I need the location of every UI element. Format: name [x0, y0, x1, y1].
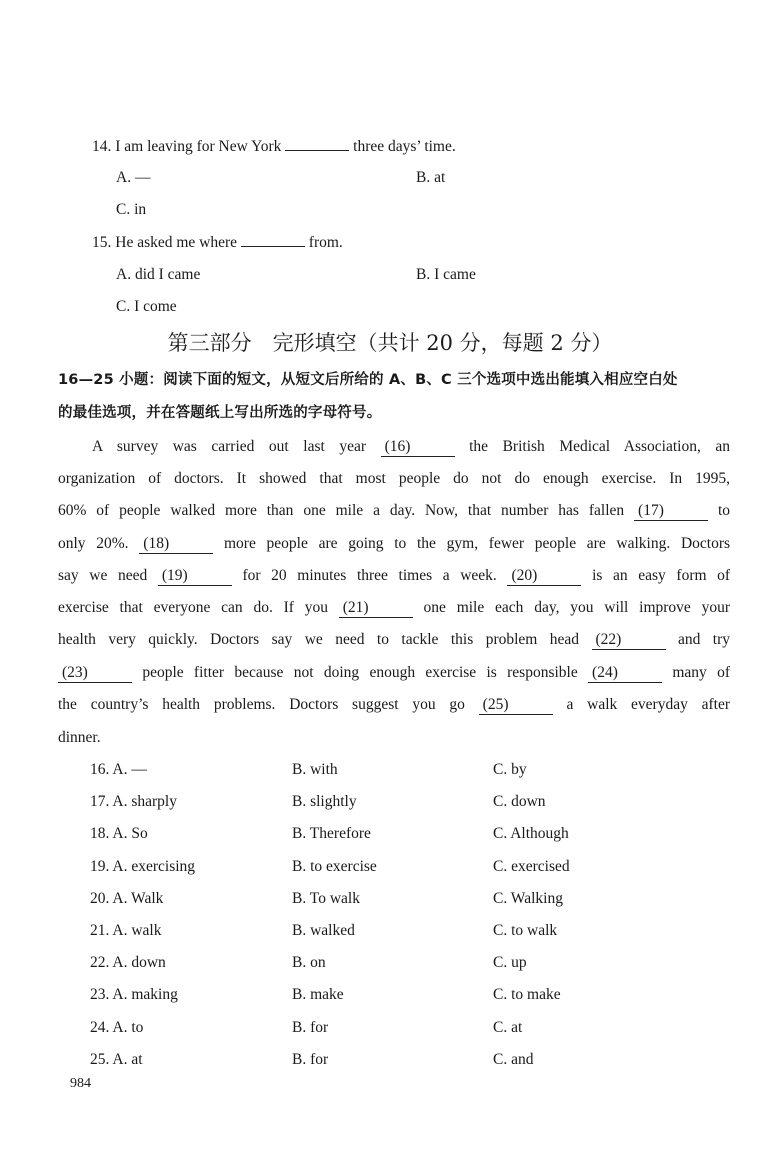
blank-18: (18)	[139, 535, 213, 554]
cloze-option-21-a: 21. A. walk	[90, 922, 162, 939]
cloze-option-18-c: C. Although	[493, 825, 569, 842]
cloze-option-19-c: C. exercised	[493, 858, 570, 875]
passage-line-1	[92, 437, 730, 457]
passage-text: the country’s health problems. Doctors suggest you go	[58, 696, 465, 713]
cloze-option-25-c: C. and	[493, 1051, 534, 1068]
passage-text: 60% of people walked more than one mile a day. Now, that number has fallen	[58, 502, 625, 519]
cloze-option-24-b: B. for	[292, 1019, 329, 1036]
blank-20: (20)	[507, 567, 581, 586]
cloze-option-21-c: C. to walk	[493, 922, 558, 939]
blank-22: (22)	[592, 631, 666, 650]
q14-stem-after: three days’ time.	[353, 138, 456, 155]
cloze-option-23-c: C. to make	[493, 986, 561, 1003]
cloze-option-17-b: B. slightly	[292, 793, 357, 810]
q14-option-c: C. in	[116, 201, 147, 218]
blank-17: (17)	[634, 502, 708, 521]
passage-text: is an easy form of	[592, 567, 731, 584]
cloze-option-18-b: B. Therefore	[292, 825, 371, 842]
cloze-option-16-b: B. with	[292, 761, 338, 778]
passage-text: only 20%.	[58, 535, 129, 552]
passage-line-3	[58, 501, 730, 521]
section-title: 第三部分 完形填空（共计 20 分，每题 2 分）	[167, 331, 613, 355]
cloze-option-25-b: B. for	[292, 1051, 329, 1068]
q15-option-c: C. I come	[116, 298, 177, 315]
cloze-option-16-c: C. by	[493, 761, 527, 778]
cloze-option-20-a: 20. A. Walk	[90, 890, 164, 907]
cloze-option-24-c: C. at	[493, 1019, 523, 1036]
passage-line-2: organization of doctors. It showed that most people do not do enough exercise. In 1995,	[58, 470, 730, 487]
q14-blank	[285, 136, 349, 151]
blank-24: (24)	[588, 664, 662, 683]
q15-blank	[241, 232, 305, 247]
passage-text: to	[717, 502, 731, 519]
cloze-option-24-a: 24. A. to	[90, 1019, 144, 1036]
passage-line-8	[58, 663, 730, 683]
passage-text: people fitter because not doing enough exercise is responsible	[142, 664, 578, 681]
cloze-option-21-b: B. walked	[292, 922, 355, 939]
cloze-option-20-c: C. Walking	[493, 890, 563, 907]
passage-text: many of	[672, 664, 730, 681]
cloze-option-19-b: B. to exercise	[292, 858, 377, 875]
q15-stem	[92, 232, 343, 253]
q15-option-b: B. I came	[416, 266, 476, 283]
passage-text: health very quickly. Doctors say we need to tackle this problem head	[58, 631, 580, 648]
passage-text: a walk everyday after	[566, 696, 731, 713]
page-number: 984	[70, 1076, 91, 1091]
passage-line-10: dinner.	[58, 729, 101, 746]
passage-text: the British Medical Association, an	[469, 438, 731, 455]
passage-text: say we need	[58, 567, 148, 584]
passage-text: A survey was carried out last year	[92, 438, 367, 455]
cloze-option-17-a: 17. A. sharply	[90, 793, 177, 810]
passage-text: one mile each day, you will improve your	[423, 599, 730, 616]
passage-text: and try	[677, 631, 731, 648]
cloze-option-16-a: 16. A. —	[90, 761, 147, 778]
blank-25: (25)	[479, 696, 553, 715]
cloze-option-25-a: 25. A. at	[90, 1051, 143, 1068]
passage-text: for 20 minutes three times a week.	[242, 567, 497, 584]
passage-text: exercise that everyone can do. If you	[58, 599, 328, 616]
blank-23: (23)	[58, 664, 132, 683]
q14-stem	[92, 136, 456, 157]
q14-option-a: A. —	[116, 169, 151, 186]
passage-line-4	[58, 534, 730, 554]
cloze-option-17-c: C. down	[493, 793, 546, 810]
q14-stem-before: 14. I am leaving for New York	[92, 138, 282, 155]
cloze-option-22-b: B. on	[292, 954, 326, 971]
passage-text: more people are going to the gym, fewer people are walking. Doctors	[224, 535, 731, 552]
q15-stem-before: 15. He asked me where	[92, 234, 238, 251]
passage-line-9	[58, 695, 730, 715]
cloze-option-19-a: 19. A. exercising	[90, 858, 196, 875]
blank-21: (21)	[339, 599, 413, 618]
cloze-option-23-b: B. make	[292, 986, 344, 1003]
cloze-option-18-a: 18. A. So	[90, 825, 148, 842]
q14-option-b: B. at	[416, 169, 446, 186]
cloze-option-22-c: C. up	[493, 954, 527, 971]
cloze-option-23-a: 23. A. making	[90, 986, 178, 1003]
blank-16: (16)	[381, 438, 455, 457]
blank-19: (19)	[158, 567, 232, 586]
section-instruction-line1: 16—25 小题：阅读下面的短文，从短文后所给的 A、B、C 三个选项中选出能填入相应空白处	[58, 372, 678, 388]
passage-line-7	[58, 630, 730, 650]
cloze-option-22-a: 22. A. down	[90, 954, 166, 971]
q15-stem-after: from.	[308, 234, 343, 251]
passage-line-5	[58, 566, 730, 586]
passage-line-6	[58, 598, 730, 618]
section-instruction-line2: 的最佳选项，并在答题纸上写出所选的字母符号。	[58, 405, 382, 421]
q15-option-a: A. did I came	[116, 266, 201, 283]
cloze-option-20-b: B. To walk	[292, 890, 360, 907]
